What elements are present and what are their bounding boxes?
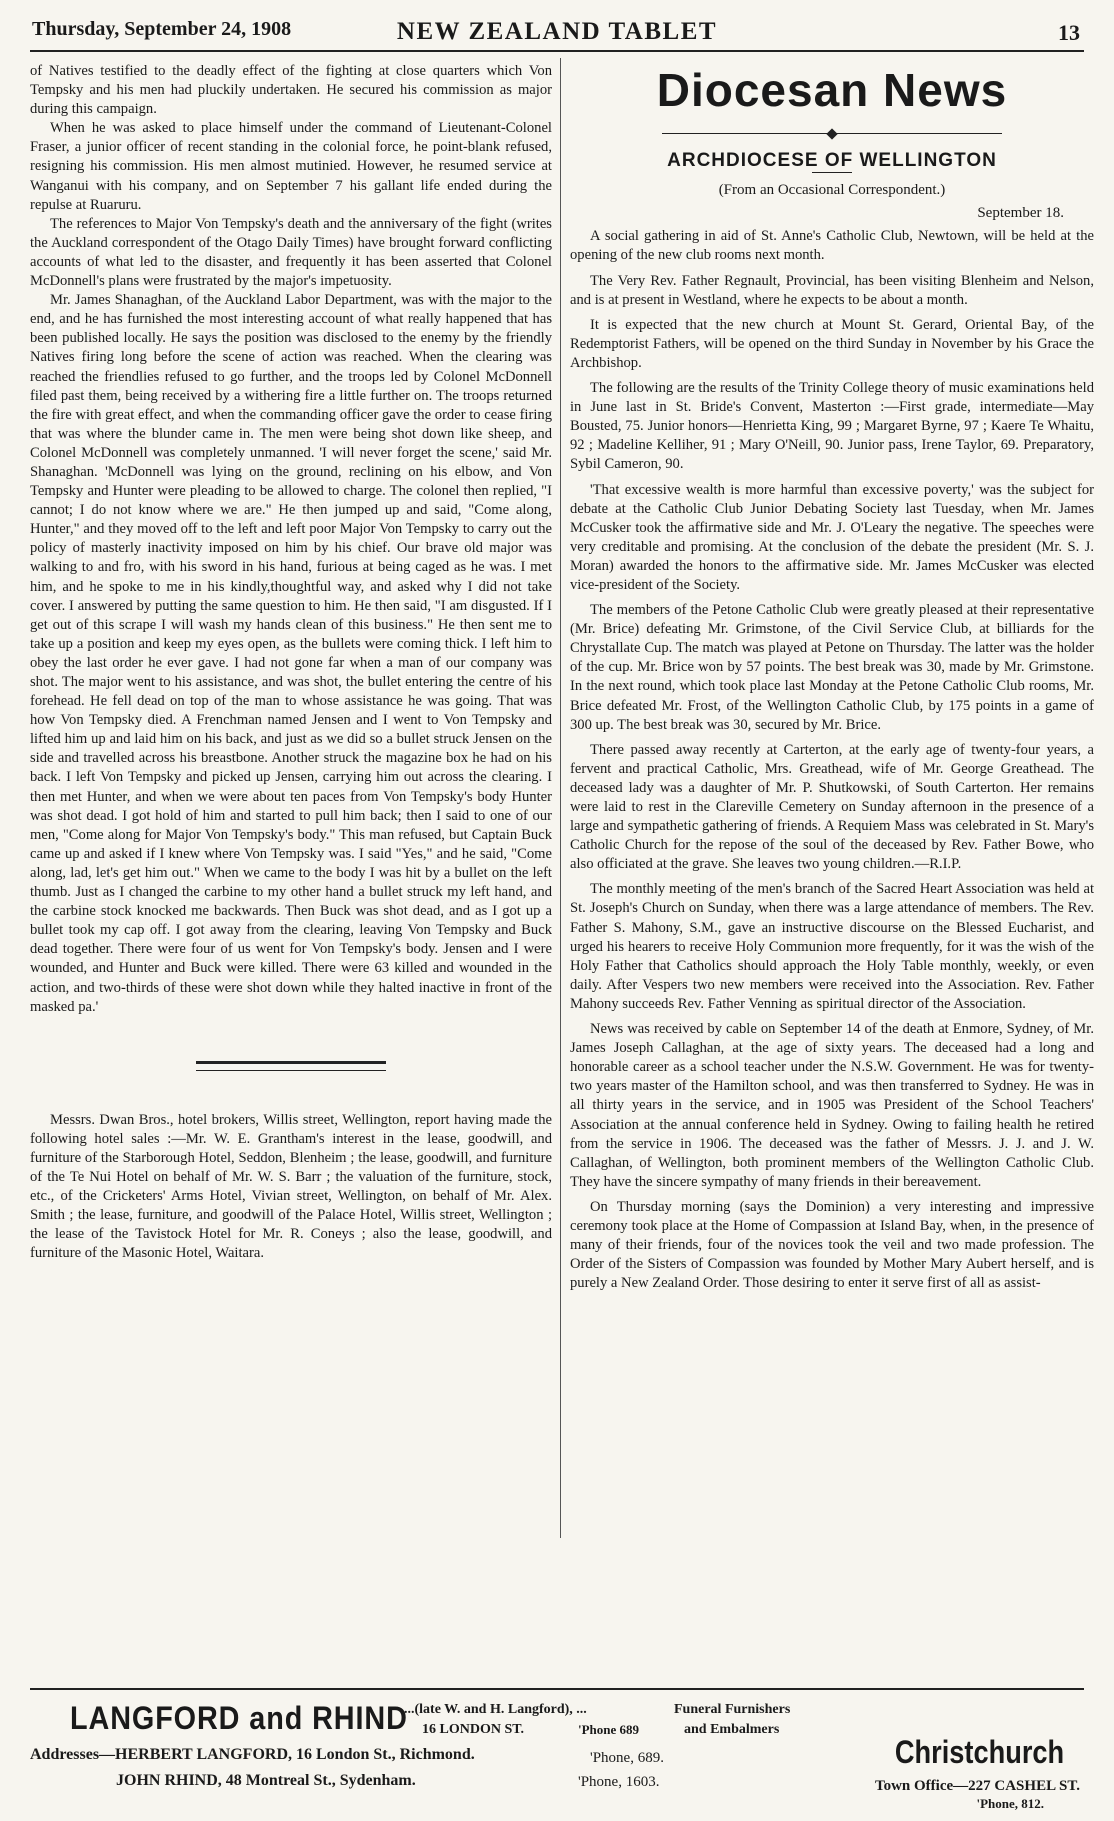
article-paragraph: of Natives testified to the deadly effect of the fighting at close quarters which Von Tempsky and his men had pluckily undertaken. He secured his commission as major during this campaign.	[30, 63, 552, 118]
ad-funeral-furnishers: Funeral Furnishers	[674, 1702, 791, 1717]
ad-phone: 'Phone, 1603.	[578, 1774, 660, 1790]
ad-phone: 'Phone 689	[578, 1722, 640, 1737]
ad-phone: 'Phone, 689.	[590, 1750, 664, 1766]
dateline: September 18.	[977, 205, 1064, 222]
ad-embalmers: and Embalmers	[684, 1722, 780, 1737]
ad-address-rhind: JOHN RHIND, 48 Montreal St., Sydenham.	[116, 1772, 416, 1789]
ad-london-street: 16 LONDON ST.	[422, 1722, 525, 1737]
news-item: The following are the results of the Trinity College theory of music examinations held in June last in St. Bride's Convent, Masterton :—First grade, intermediate—May Bousted, 75. Junior honors—Henrietta King, 99 ; Margaret Byrne, 97 ; Kaere Te Whaitu, 92 ; Madeline Kelliher, 91 ; Mary O'Neill, 90. Junior pass, Irene Taylor, 69. Preparatory, Sybil Cameron, 90.	[570, 380, 1094, 473]
news-item: 'That excessive wealth is more harmful than excessive poverty,' was the subject for debate at the Catholic Club Junior Debating Society last Tuesday, when Mr. James McCusker took the affirmative side and Mr. J. O'Leary the negative. The speeches were very creditable and promising. At the conclusion of the debate the president (Mr. S. J. Moran) awarded the honors to the affirmative side. Mr. James McCusker was elected vice-president of the Society.	[570, 481, 1094, 593]
ad-late-line: ...(late W. and H. Langford), ...	[404, 1702, 587, 1717]
left-column	[30, 62, 552, 1532]
ad-phone: 'Phone, 812.	[976, 1796, 1044, 1811]
news-item: The members of the Petone Catholic Club were greatly pleased at their representative (Mr. Brice) defeating Mr. Grimstone, of the Civil Service Club, at billiards for the Chrystallate Cup. The match was played at Petone on Thursday. The latter was the holder of the cup. Mr. Brice won by 57 points. The best break was 30, made by Mr. Grimstone. In the next round, which took place last Monday at the Petone Catholic Club rooms, Mr. Brice defeated Mr. Frost, of the Wellington Catholic Club, by 175 points in a game of 300 up. The best break was 30, secured by Mr. Brice.	[570, 602, 1094, 733]
news-item: A social gathering in aid of St. Anne's Catholic Club, Newtown, will be held at the opening of the new club rooms next month.	[570, 228, 1094, 264]
column-divider	[560, 58, 561, 1538]
ad-town-office: Town Office—227 CASHEL ST.	[874, 1778, 1080, 1794]
masthead-title: NEW ZEALAND TABLET	[396, 18, 718, 45]
correspondent-line: (From an Occasional Correspondent.)	[718, 182, 946, 199]
section-title: Diocesan News	[656, 64, 1008, 116]
ad-city: Christchurch	[894, 1734, 1064, 1770]
article-paragraph: When he was asked to place himself under the command of Lieutenant-Colonel Fraser, a junior officer of recent standing in the colonial force, he point-blank refused, resigning his commission. His men almost mutinied. However, he resumed service at Wanganui with his company, and on September 7 his gallant life ended during the repulse at Ruaruru.	[30, 120, 552, 213]
news-item: On Thursday morning (says the Dominion) a very interesting and impressive ceremony took place at the Home of Compassion at Island Bay, when, in the presence of many of their friends, four of the novices took the veil and two made profession. The Order of the Sisters of Compassion was founded by Mother Mary Aubert herself, and is purely a New Zealand Order. Those desiring to enter it serve first of all as assist-	[570, 1198, 1094, 1292]
news-item: It is expected that the new church at Mount St. Gerard, Oriental Bay, of the Redemptorist Fathers, will be opened on the third Sunday in November by his Grace the Archbishop.	[570, 316, 1094, 371]
issue-date: Thursday, September 24, 1908	[32, 18, 292, 40]
news-item: News was received by cable on September 14 of the death at Enmore, Sydney, of Mr. James Joseph Callaghan, at the age of sixty years. The deceased had a long and honorable career as a school teacher under the N.S.W. Government. He was for twenty-two years master of the Hamilton school, and was then transferred to Sydney. He was in all thirty years in the service, and in 1905 was President of the School Teachers' Association at the annual conference held in Sydney. Owing to failing health he retired from the service in 1906. The deceased was the father of Messrs. J. J. and J. W. Callaghan, of Wellington, both prominent members of the Wellington Catholic Club. They have the sincere sympathy of many friends in their bereavement.	[570, 1021, 1094, 1190]
news-item: The monthly meeting of the men's branch of the Sacred Heart Association was held at St. Joseph's Church on Sunday, when there was a large attendance of members. The Rev. Father S. Mahony, S.M., gave an instructive discourse on the Blessed Eucharist, and urged his hearers to receive Holy Communion more frequently, for it was the wish of the Holy Father that Catholics should approach the Holy Table monthly, weekly, or even daily. After Vespers two new members were received into the Association. Rev. Father Mahony succeeds Rev. Father Venning as spiritual director of the Association.	[570, 881, 1094, 1012]
ornament-divider	[570, 124, 1094, 143]
page-header	[30, 14, 1084, 52]
subsection-title: ARCHDIOCESE OF WELLINGTON	[667, 150, 997, 172]
right-column	[570, 62, 1094, 1532]
page-number: 13	[1058, 20, 1080, 45]
ad-firm-name: LANGFORD and RHIND	[70, 1700, 408, 1736]
advertisement-footer	[30, 1688, 1084, 1815]
article-paragraph: The references to Major Von Tempsky's death and the anniversary of the fight (writes the Auckland correspondent of the Otago Daily Times) have brought forward conflicting accounts of what led to the disaster, and frequently it has been asserted that Colonel McDonnell's plans were frustrated by the major's impetuosity.	[30, 215, 552, 290]
section-separator	[196, 1061, 386, 1071]
short-rule	[812, 172, 852, 173]
news-item: There passed away recently at Carterton, at the early age of twenty-four years, a fervent and practical Catholic, Mrs. Greathead, wife of Mr. George Greathead. The deceased lady was a daughter of Mr. P. Shutkowski, of South Carterton. Her remains were laid to rest in the Clareville Cemetery on Sunday afternoon in the presence of a large and sympathetic gathering of friends. A Requiem Mass was celebrated in St. Mary's Catholic Church for the repose of the soul of the deceased by Rev. Father Bowe, who also officiated at the grave. She leaves two young children.—R.I.P.	[570, 741, 1094, 873]
news-item: The Very Rev. Father Regnault, Provincial, has been visiting Blenheim and Nelson, and is at present in Westland, where he expects to be about a month.	[570, 272, 1094, 308]
article-paragraph: Mr. James Shanaghan, of the Auckland Labor Department, was with the major to the end, and he has furnished the most interesting account of what really happened that has been published locally. He says the position was disclosed to the enemy by the friendly Natives firing long before the scene of action was reached. When the clearing was reached the friendlies refused to go further, and the troops led by Colonel McDonnell filed past them, being received by a withering fire a little further on. The troops returned the fire with great effect, and when the commanding officer gave the order to cease firing that was where the blunder came in. The men were being shot down like sheep, and Colonel McDonnell was completely unmanned. 'I will never forget the scene,' said Mr. Shanaghan. 'McDonnell was lying on the ground, reclining on his elbow, and Von Tempsky and Hunter were pleading to be allowed to charge. The colonel then replied, "I cannot; I do not know where we are." He then jumped up and said, "Come along, Hunter," and they moved off to the left and left poor Major Von Tempsky to carry out the policy of masterly inactivity imposed on him by his chief. Our brave old major was walking to and fro, with his sword in his hand, furious at being caged as he was. I met him, and he spoke to me in his kindly,thoughtful way, and asked why I did not take cover. I answered by putting the same question to him. He then said, "I am disgusted. If I get out of this scrape I will wash my hands clean of this business." He then sent me to take up a position and keep my eyes open, as the bullets were coming thick. I left him to obey the last order he ever gave. I had not gone far when a man of our company was shot. The major went to his assistance, and was shot, the bullet entering the centre of his forehead. He fell dead on top of the man to whose assistance he was going. That was how Von Tempsky died. A Frenchman named Jensen and I went to Von Tempsky and lifted him up and laid him on his back, and just as we did so a bullet struck Jensen on the side and travelled across his breastbone. Another struck the magazine box he had on his back. I left Von Tempsky and picked up Jensen, carrying him out across the clearing. I then met Hunter, and when we were about ten paces from Von Tempsky's body Hunter was shot dead. I got hold of him and started to pull him back; then I said to one of our men, "Come along for Major Von Tempsky's body." This man refused, but Captain Buck came up and asked if I knew where Von Tempsky was. I said "Yes," and he said, "Come along, lad, let's get him out." When we came to the body I was hit by a bullet on the left thumb. Just as I changed the carbine to my other hand a bullet struck my left hand, and the carbine stock knocked me backwards. Then Buck was shot dead, and as I got up a bullet took my cap off. I got away from the clearing, leaving Von Tempsky and Buck dead together. There were four of us went for Von Tempsky's body. Jensen and I were wounded, and Hunter and Buck were killed. There were 63 killed and wounded in the action, and two-thirds of these were shot down while they halted inactive in front of the masked pa.'	[30, 292, 552, 1015]
ad-address-langford: Addresses—HERBERT LANGFORD, 16 London St., Richmond.	[30, 1746, 475, 1763]
hotel-sales-paragraph: Messrs. Dwan Bros., hotel brokers, Willis street, Wellington, report having made the following hotel sales :—Mr. W. E. Grantham's interest in the lease, goodwill, and furniture of the Starborough Hotel, Seddon, Blenheim ; the lease, goodwill, and furniture of the Te Nui Hotel on behalf of Mr. W. S. Barr ; the valuation of the furniture, stock, etc., of the Cricketers' Arms Hotel, Vivian street, Wellington, on behalf of Mr. Alex. Smith ; the lease, furniture, and goodwill of the Palace Hotel, Willis street, Wellington ; the lease of the Tavistock Hotel for Mr. R. Coneys ; also the lease, goodwill, and furniture of the Masonic Hotel, Waitara.	[30, 1111, 552, 1262]
